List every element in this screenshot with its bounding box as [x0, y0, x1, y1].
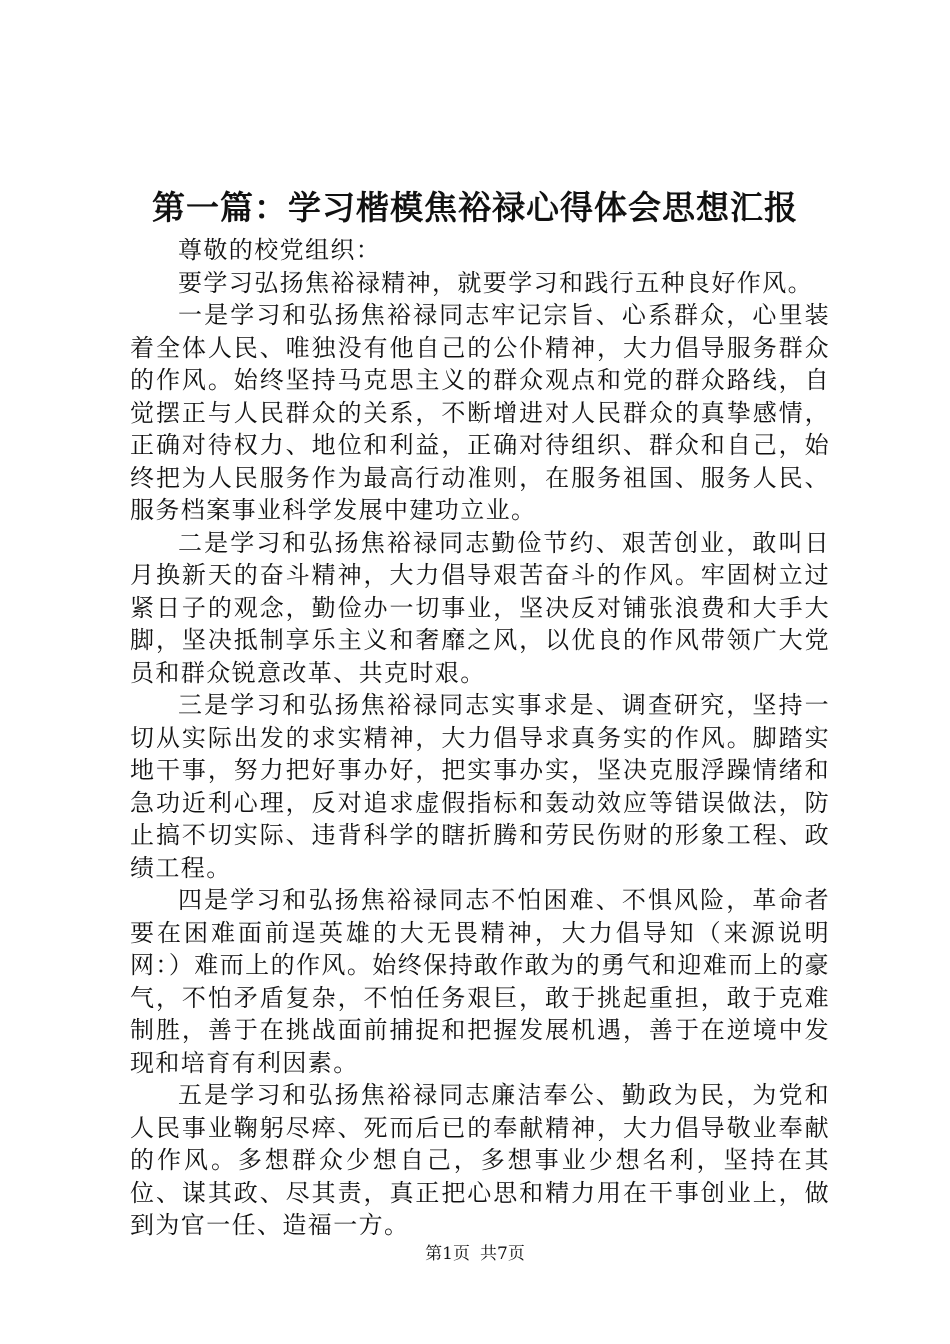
salutation: 尊敬的校党组织：	[178, 236, 382, 264]
document-title: 第一篇：学习楷模焦裕禄心得体会思想汇报	[152, 188, 798, 227]
paragraph-intro: 要学习弘扬焦裕禄精神，就要学习和践行五种良好作风。	[178, 268, 813, 297]
page-number: 第1页	[425, 1244, 470, 1264]
page-footer	[0, 1242, 950, 1266]
paragraph-third: 三是学习和弘扬焦裕禄同志实事求是、调查研究，坚持一切从实际出发的求实精神，大力倡导求真务实的作风。脚踏实地干事，努力把好事办好，把实事办实，坚决克服浮躁情绪和急功近利心理，反对追求虚假指标和轰动效应等错误做法，防止搞不切实际、违背科学的瞎折腾和劳民伤财的形象工程、政绩工程。	[130, 691, 830, 882]
document-body	[130, 234, 830, 1242]
paragraph-first: 一是学习和弘扬焦裕禄同志牢记宗旨、心系群众，心里装着全体人民、唯独没有他自己的公仆精神，大力倡导服务群众的作风。始终坚持马克思主义的群众观点和党的群众路线，自觉摆正与人民群众的关系，不断增进对人民群众的真挚感情，正确对待权力、地位和利益，正确对待组织、群众和自己，始终把为人民服务作为最高行动准则，在服务祖国、服务人民、服务档案事业科学发展中建功立业。	[130, 301, 830, 524]
paragraph-fifth: 五是学习和弘扬焦裕禄同志廉洁奉公、勤政为民，为党和人民事业鞠躬尽瘁、死而后已的奉献精神，大力倡导敬业奉献的作风。多想群众少想自己，多想事业少想名利，坚持在其位、谋其政、尽其责，真正把心思和精力用在干事创业上，做到为官一任、造福一方。	[130, 1081, 830, 1239]
paragraph-fourth: 四是学习和弘扬焦裕禄同志不怕困难、不惧风险，革命者要在困难面前逞英雄的大无畏精神，大力倡导知（来源说明网：）难而上的作风。始终保持敢作敢为的勇气和迎难而上的豪气，不怕矛盾复杂，不怕任务艰巨，敢于挑起重担，敢于克难制胜，善于在挑战面前捕捉和把握发展机遇，善于在逆境中发现和培育有利因素。	[130, 886, 830, 1077]
paragraph-second: 二是学习和弘扬焦裕禄同志勤俭节约、艰苦创业，敢叫日月换新天的奋斗精神，大力倡导艰苦奋斗的作风。牢固树立过紧日子的观念，勤俭办一切事业，坚决反对铺张浪费和大手大脚，坚决抵制享乐主义和奢靡之风，以优良的作风带领广大党员和群众锐意改革、共克时艰。	[130, 528, 830, 687]
page-total: 共7页	[480, 1244, 525, 1264]
